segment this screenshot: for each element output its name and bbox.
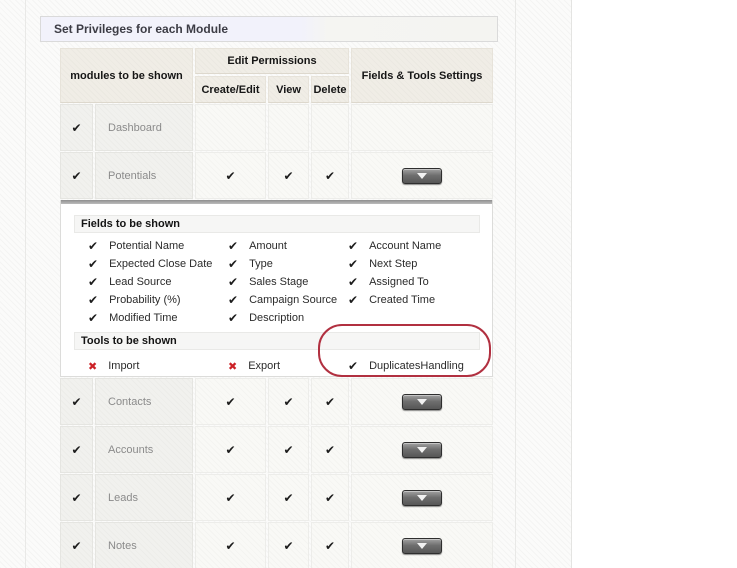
- fields-tools-dropdown-button[interactable]: [402, 168, 442, 184]
- create-edit-checkbox[interactable]: [195, 104, 266, 151]
- field-label: Probability (%): [109, 294, 181, 306]
- check-icon: ✔: [71, 120, 82, 135]
- chevron-down-icon: [417, 495, 427, 501]
- chevron-down-icon: [417, 173, 427, 179]
- header-modules-to-be-shown: modules to be shown: [60, 48, 193, 103]
- field-label: Amount: [249, 240, 287, 252]
- check-icon: ✔: [348, 257, 359, 271]
- check-icon: ✔: [71, 490, 82, 505]
- check-icon: ✔: [225, 490, 236, 505]
- check-icon: ✔: [348, 239, 359, 253]
- check-icon: ✔: [225, 538, 236, 553]
- check-icon: ✔: [88, 293, 99, 307]
- create-edit-checkbox[interactable]: [195, 426, 266, 473]
- tool-toggle-import[interactable]: [88, 359, 228, 373]
- check-icon: ✔: [71, 442, 82, 457]
- check-icon: ✔: [88, 239, 99, 253]
- field-label: Created Time: [369, 294, 436, 306]
- check-icon: ✔: [228, 311, 239, 325]
- module-name: Accounts: [95, 426, 193, 473]
- delete-checkbox[interactable]: [311, 522, 349, 568]
- check-icon: ✔: [324, 168, 336, 183]
- header-fields-tools-settings: Fields & Tools Settings: [351, 48, 493, 103]
- check-icon: ✔: [324, 394, 336, 409]
- check-icon: ✔: [324, 490, 336, 505]
- field-label: Sales Stage: [249, 276, 309, 288]
- tool-toggle-duplicateshandling[interactable]: [348, 359, 480, 373]
- check-icon: ✔: [71, 538, 82, 553]
- tool-label: DuplicatesHandling: [369, 360, 464, 372]
- tools-grid: [88, 359, 480, 373]
- module-shown-checkbox[interactable]: [60, 522, 93, 568]
- field-label: Account Name: [369, 240, 442, 252]
- header-edit-permissions: Edit Permissions: [195, 48, 349, 74]
- module-name: Leads: [95, 474, 193, 521]
- field-label: Expected Close Date: [109, 258, 213, 270]
- module-shown-checkbox[interactable]: [60, 474, 93, 521]
- x-icon: ✖: [228, 359, 238, 373]
- field-label: Type: [249, 258, 273, 270]
- field-toggle[interactable]: [228, 311, 348, 325]
- check-icon: ✔: [88, 311, 99, 325]
- fields-tools-cell: [351, 152, 493, 199]
- field-toggle[interactable]: [88, 293, 228, 307]
- check-icon: ✔: [283, 442, 294, 457]
- field-toggle[interactable]: [348, 239, 480, 253]
- check-icon: ✔: [88, 275, 99, 289]
- delete-checkbox[interactable]: [311, 104, 349, 151]
- create-edit-checkbox[interactable]: [195, 378, 266, 425]
- check-icon: ✔: [283, 538, 294, 553]
- check-icon: ✔: [228, 293, 239, 307]
- check-icon: ✔: [225, 394, 236, 409]
- fields-to-be-shown-header: Fields to be shown: [74, 215, 480, 233]
- field-label: Campaign Source: [249, 294, 338, 306]
- view-checkbox[interactable]: [268, 522, 309, 568]
- header-create-edit: Create/Edit: [195, 76, 266, 103]
- page-title: Set Privileges for each Module: [40, 16, 498, 42]
- create-edit-checkbox[interactable]: [195, 152, 266, 199]
- tool-toggle-export[interactable]: [228, 359, 348, 373]
- module-row-accounts: [60, 426, 493, 473]
- right-guide-line: [515, 0, 516, 568]
- module-shown-checkbox[interactable]: [60, 378, 93, 425]
- chevron-down-icon: [417, 447, 427, 453]
- module-shown-checkbox[interactable]: [60, 426, 93, 473]
- fields-tools-cell: [351, 522, 493, 568]
- field-label: Assigned To: [369, 276, 429, 288]
- view-checkbox[interactable]: [268, 378, 309, 425]
- module-name: Notes: [95, 522, 193, 568]
- chevron-down-icon: [417, 543, 427, 549]
- check-icon: ✔: [71, 394, 82, 409]
- check-icon: ✔: [225, 168, 236, 183]
- potentials-fields-tools-panel: [60, 200, 493, 377]
- check-icon: ✔: [283, 394, 294, 409]
- delete-checkbox[interactable]: [311, 426, 349, 473]
- fields-tools-cell: [351, 426, 493, 473]
- left-guide-line: [25, 0, 26, 568]
- check-icon: ✔: [88, 257, 99, 271]
- delete-checkbox[interactable]: [311, 378, 349, 425]
- check-icon: ✔: [348, 293, 359, 307]
- delete-checkbox[interactable]: [311, 152, 349, 199]
- check-icon: ✔: [228, 275, 239, 289]
- field-toggle[interactable]: [348, 257, 480, 271]
- module-row-notes: [60, 522, 493, 568]
- field-label: Lead Source: [109, 276, 172, 288]
- module-name: Potentials: [95, 152, 193, 199]
- module-shown-checkbox[interactable]: [60, 152, 93, 199]
- fields-tools-dropdown-button[interactable]: [402, 490, 442, 506]
- module-name: Dashboard: [95, 104, 193, 151]
- fields-grid: [88, 239, 480, 325]
- check-icon: ✔: [324, 538, 336, 553]
- panel-top-shadow: [61, 200, 492, 204]
- field-toggle[interactable]: [348, 293, 480, 307]
- module-row-contacts: [60, 378, 493, 425]
- fields-tools-cell: [351, 378, 493, 425]
- view-checkbox[interactable]: [268, 152, 309, 199]
- check-icon: ✔: [225, 442, 236, 457]
- check-icon: ✔: [348, 359, 359, 373]
- tool-label: Import: [108, 360, 140, 372]
- field-label: Next Step: [369, 258, 418, 270]
- field-toggle[interactable]: [228, 275, 348, 289]
- check-icon: ✔: [283, 490, 294, 505]
- tools-to-be-shown-header: Tools to be shown: [74, 332, 480, 350]
- module-shown-checkbox[interactable]: [60, 104, 93, 151]
- create-edit-checkbox[interactable]: [195, 522, 266, 568]
- check-icon: ✔: [228, 239, 239, 253]
- table-header: [60, 48, 493, 103]
- check-icon: ✔: [324, 442, 336, 457]
- create-edit-checkbox[interactable]: [195, 474, 266, 521]
- field-toggle[interactable]: [88, 275, 228, 289]
- field-toggle[interactable]: [228, 257, 348, 271]
- view-checkbox[interactable]: [268, 426, 309, 473]
- view-checkbox[interactable]: [268, 104, 309, 151]
- field-toggle[interactable]: [88, 239, 228, 253]
- check-icon: ✔: [283, 168, 294, 183]
- field-toggle[interactable]: [88, 257, 228, 271]
- module-row-potentials: [60, 152, 493, 199]
- chevron-down-icon: [417, 399, 427, 405]
- fields-tools-dropdown-button[interactable]: [402, 394, 442, 410]
- header-delete: Delete: [311, 76, 349, 103]
- field-toggle[interactable]: [228, 239, 348, 253]
- field-toggle[interactable]: [348, 275, 480, 289]
- tool-label: Export: [248, 360, 281, 372]
- field-label: Description: [249, 312, 305, 324]
- module-name: Contacts: [95, 378, 193, 425]
- field-label: Modified Time: [109, 312, 178, 324]
- view-checkbox[interactable]: [268, 474, 309, 521]
- field-label: Potential Name: [109, 240, 185, 252]
- privileges-table: [60, 48, 493, 568]
- header-view: View: [268, 76, 309, 103]
- check-icon: ✔: [348, 275, 359, 289]
- field-toggle[interactable]: [88, 311, 228, 325]
- fields-tools-dropdown-button[interactable]: [402, 538, 442, 554]
- check-icon: ✔: [228, 257, 239, 271]
- check-icon: ✔: [71, 168, 82, 183]
- fields-tools-dropdown-button[interactable]: [402, 442, 442, 458]
- x-icon: ✖: [88, 359, 98, 373]
- module-row-dashboard: [60, 104, 493, 151]
- field-toggle[interactable]: [228, 293, 348, 307]
- module-row-leads: [60, 474, 493, 521]
- fields-tools-cell: [351, 474, 493, 521]
- delete-checkbox[interactable]: [311, 474, 349, 521]
- fields-tools-cell: [351, 104, 493, 151]
